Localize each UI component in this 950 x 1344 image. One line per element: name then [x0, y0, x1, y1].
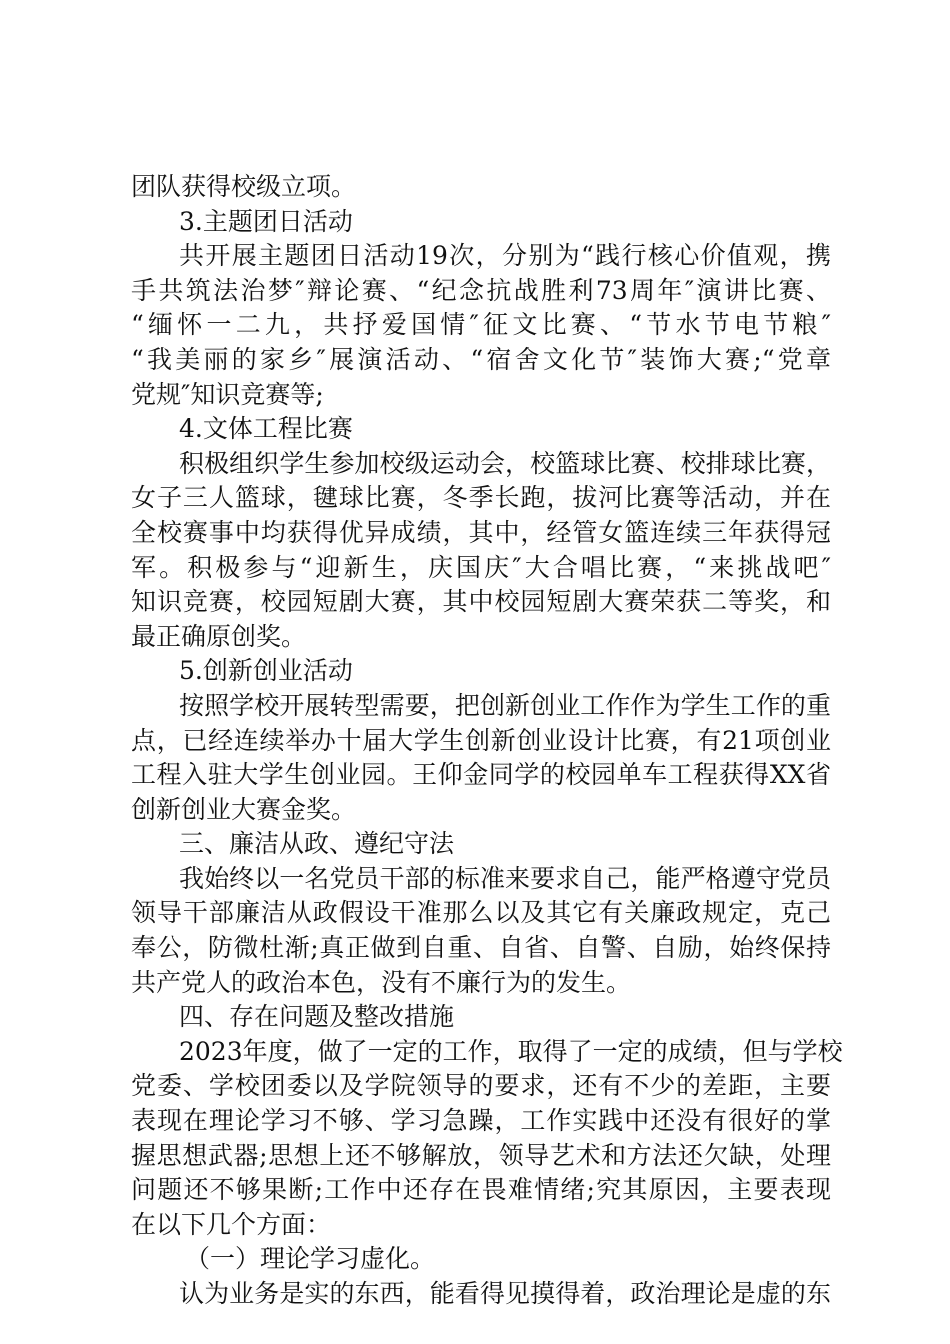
text-line: 军。积极参与“迎新生，庆国庆″大合唱比赛，“来挑战吧″	[131, 552, 831, 582]
text-line: 在以下几个方面：	[131, 1209, 332, 1239]
section-heading: 三、廉洁从政、遵纪守法	[179, 829, 455, 859]
text-line: 党委、学校团委以及学院领导的要求，还有不少的差距，主要	[131, 1071, 831, 1101]
text-line: “我美丽的家乡″展演活动、“宿舍文化节″装饰大赛;“党章	[131, 344, 831, 374]
text-line: 领导干部廉洁从政假设干准那么以及其它有关廉政规定，克己	[131, 898, 831, 928]
text-line: 工程入驻大学生创业园。王仰金同学的校园单车工程获得XX省	[131, 760, 831, 790]
text-line: 表现在理论学习不够、学习急躁，工作实践中还没有很好的掌	[131, 1106, 831, 1136]
text-line: 创新创业大赛金奖。	[131, 794, 357, 824]
section-heading: 四、存在问题及整改措施	[179, 1002, 455, 1032]
text-line: 我始终以一名党员干部的标准来要求自己，能严格遵守党员	[179, 863, 831, 893]
text-line: 共开展主题团日活动19次，分别为“践行核心价值观，携	[179, 241, 831, 271]
text-line: 2023年度，做了一定的工作，取得了一定的成绩，但与学校	[179, 1036, 843, 1066]
text-line: 按照学校开展转型需要，把创新创业工作作为学生工作的重	[179, 690, 831, 720]
text-line: 点，已经连续举办十届大学生创新创业设计比赛，有21项创业	[131, 725, 831, 755]
text-line: 奉公，防微杜渐;真正做到自重、自省、自警、自励，始终保持	[131, 933, 831, 963]
text-line: “缅怀一二九，共抒爱国情″征文比赛、“节水节电节粮″	[131, 310, 831, 340]
text-line: 知识竞赛，校园短剧大赛，其中校园短剧大赛荣获二等奖，和	[131, 587, 831, 617]
section-heading: （一）理论学习虚化。	[185, 1244, 436, 1274]
document-body	[131, 170, 843, 1312]
text-line: 认为业务是实的东西，能看得见摸得着，政治理论是虚的东	[179, 1279, 831, 1308]
text-line: 握思想武器;思想上还不够解放，领导艺术和方法还欠缺，处理	[131, 1140, 831, 1170]
section-heading: 4.文体工程比赛	[179, 414, 353, 444]
section-heading: 3.主题团日活动	[179, 206, 353, 236]
text-line: 共产党人的政治本色，没有不廉行为的发生。	[131, 967, 632, 997]
text-line: 手共筑法治梦″辩论赛、“纪念抗战胜利73周年″演讲比赛、	[131, 275, 831, 305]
text-line: 女子三人篮球，毽球比赛，冬季长跑，拔河比赛等活动，并在	[131, 483, 831, 513]
section-heading: 5.创新创业活动	[179, 656, 353, 686]
text-line: 问题还不够果断;工作中还存在畏难情绪;究其原因，主要表现	[131, 1175, 831, 1205]
text-line: 团队获得校级立项。	[131, 172, 357, 201]
text-line: 积极组织学生参加校级运动会，校篮球比赛、校排球比赛，	[179, 448, 831, 478]
text-line: 党规″知识竞赛等;	[131, 379, 324, 409]
text-line: 最正确原创奖。	[131, 621, 307, 651]
text-line: 全校赛事中均获得优异成绩，其中，经管女篮连续三年获得冠	[131, 517, 831, 547]
